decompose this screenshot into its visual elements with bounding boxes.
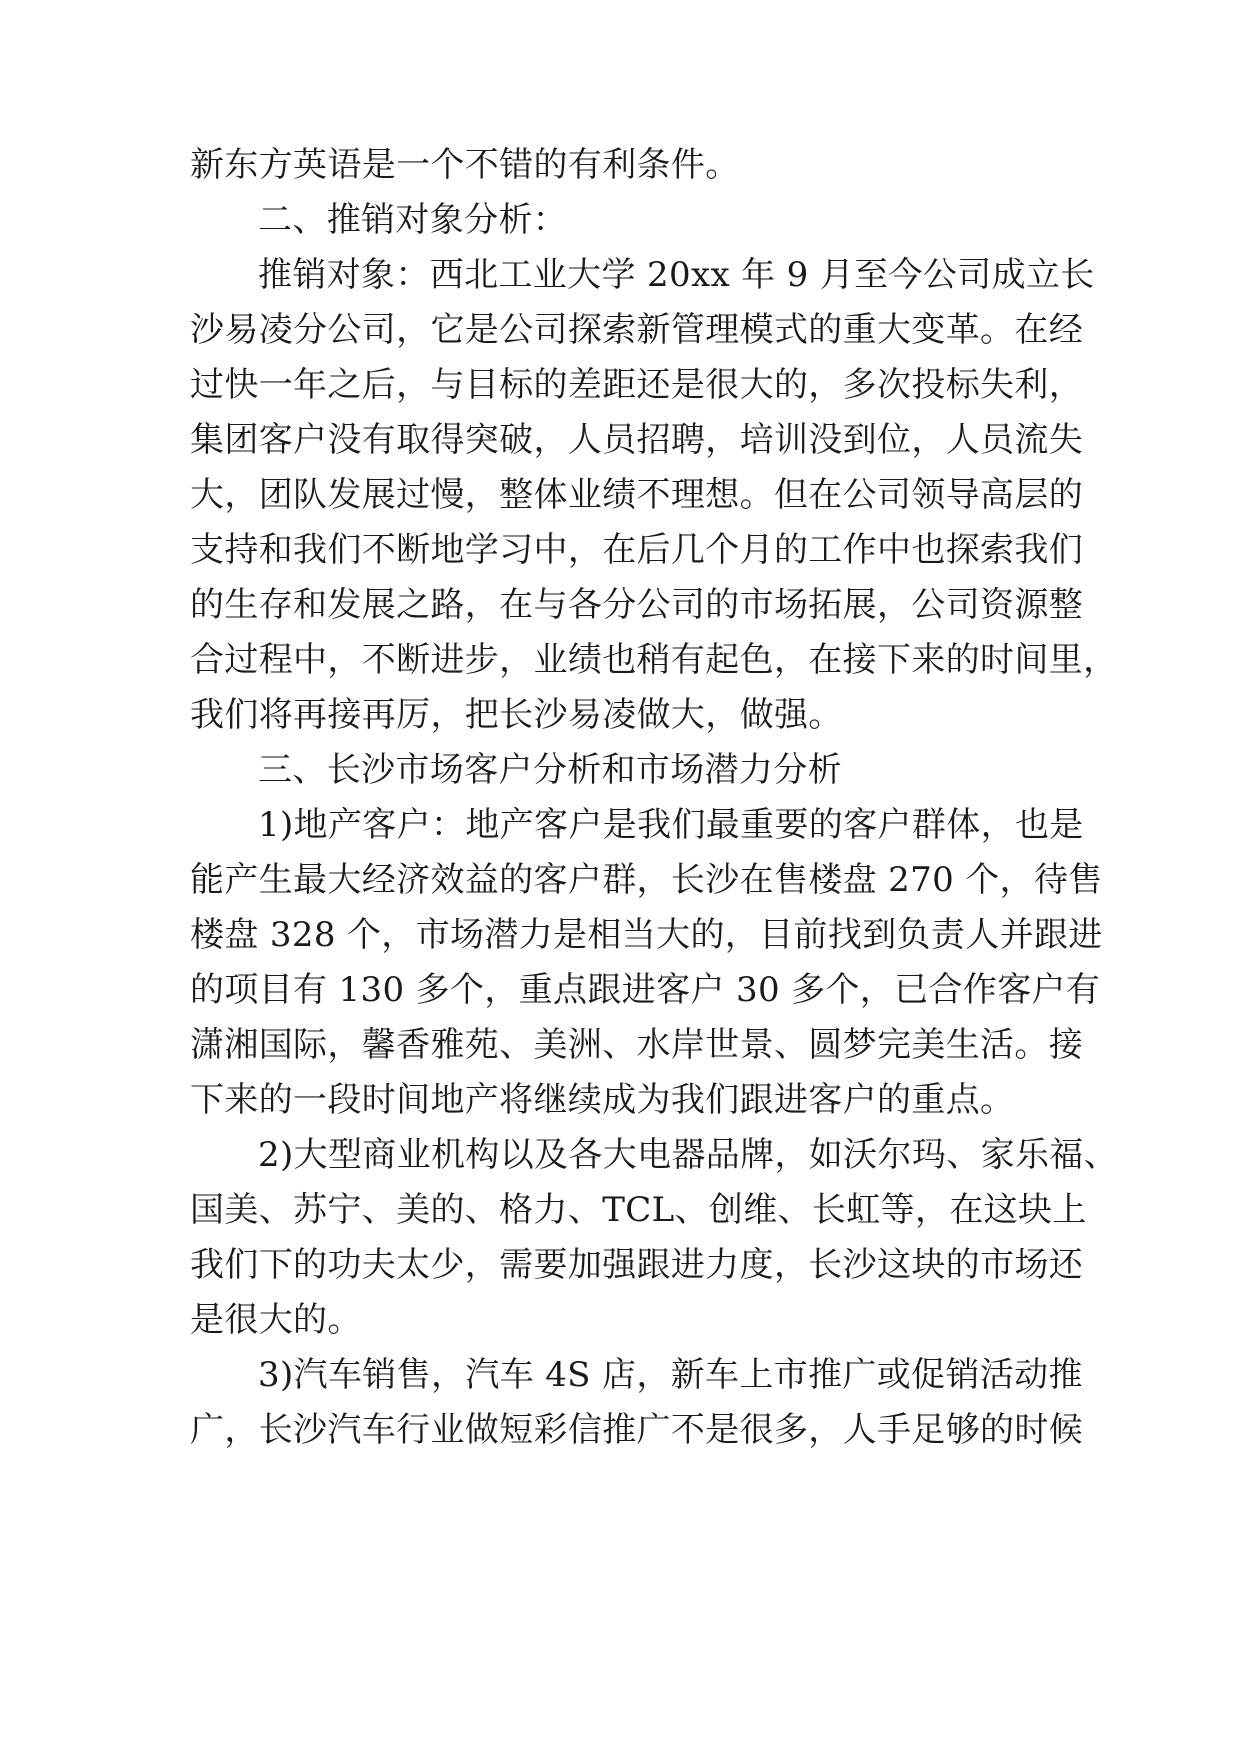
- body-text-line: 合过程中，不断进步，业绩也稍有起色，在接下来的时间里，: [190, 640, 1118, 680]
- body-text-line: 集团客户没有取得突破，人员招聘，培训没到位，人员流失: [190, 420, 1084, 460]
- body-text-line: 的生存和发展之路，在与各分公司的市场拓展，公司资源整: [190, 585, 1084, 625]
- body-text-line: 潇湘国际，馨香雅苑、美洲、水岸世景、圆梦完美生活。接: [190, 1025, 1084, 1065]
- body-text-line: 支持和我们不断地学习中，在后几个月的工作中也探索我们: [190, 530, 1084, 570]
- body-text-line: 沙易凌分公司，它是公司探索新管理模式的重大变革。在经: [190, 310, 1084, 350]
- body-text-line: 3)汽车销售，汽车 4S 店，新车上市推广或促销活动推: [258, 1355, 1083, 1395]
- section-heading-market-analysis: 三、长沙市场客户分析和市场潜力分析: [258, 750, 842, 790]
- body-text-line: 过快一年之后，与目标的差距还是很大的，多次投标失利，: [190, 365, 1084, 405]
- body-text-line: 楼盘 328 个，市场潜力是相当大的，目前找到负责人并跟进: [190, 915, 1103, 955]
- body-text-line: 的项目有 130 多个，重点跟进客户 30 多个，已合作客户有: [190, 970, 1101, 1010]
- body-text-line: 能产生最大经济效益的客户群，长沙在售楼盘 270 个，待售: [190, 860, 1103, 900]
- body-text-line: 我们将再接再厉，把长沙易凌做大，做强。: [190, 695, 843, 735]
- body-text-line: 1)地产客户：地产客户是我们最重要的客户群体，也是: [258, 805, 1084, 845]
- body-text-line: 是很大的。: [190, 1300, 362, 1340]
- section-heading-target-analysis: 二、推销对象分析：: [258, 200, 568, 240]
- body-text-line: 2)大型商业机构以及各大电器品牌，如沃尔玛、家乐福、: [258, 1135, 1118, 1175]
- body-text-line: 国美、苏宁、美的、格力、TCL、创维、长虹等，在这块上: [190, 1190, 1087, 1230]
- body-text-line: 我们下的功夫太少，需要加强跟进力度，长沙这块的市场还: [190, 1245, 1084, 1285]
- body-text-line: 推销对象：西北工业大学 20xx 年 9 月至今公司成立长: [258, 255, 1095, 295]
- body-text-line: 广，长沙汽车行业做短彩信推广不是很多，人手足够的时候: [190, 1410, 1084, 1450]
- body-text-line: 新东方英语是一个不错的有利条件。: [190, 145, 740, 185]
- body-text-line: 下来的一段时间地产将继续成为我们跟进客户的重点。: [190, 1080, 1015, 1120]
- body-text-line: 大，团队发展过慢，整体业绩不理想。但在公司领导高层的: [190, 475, 1084, 515]
